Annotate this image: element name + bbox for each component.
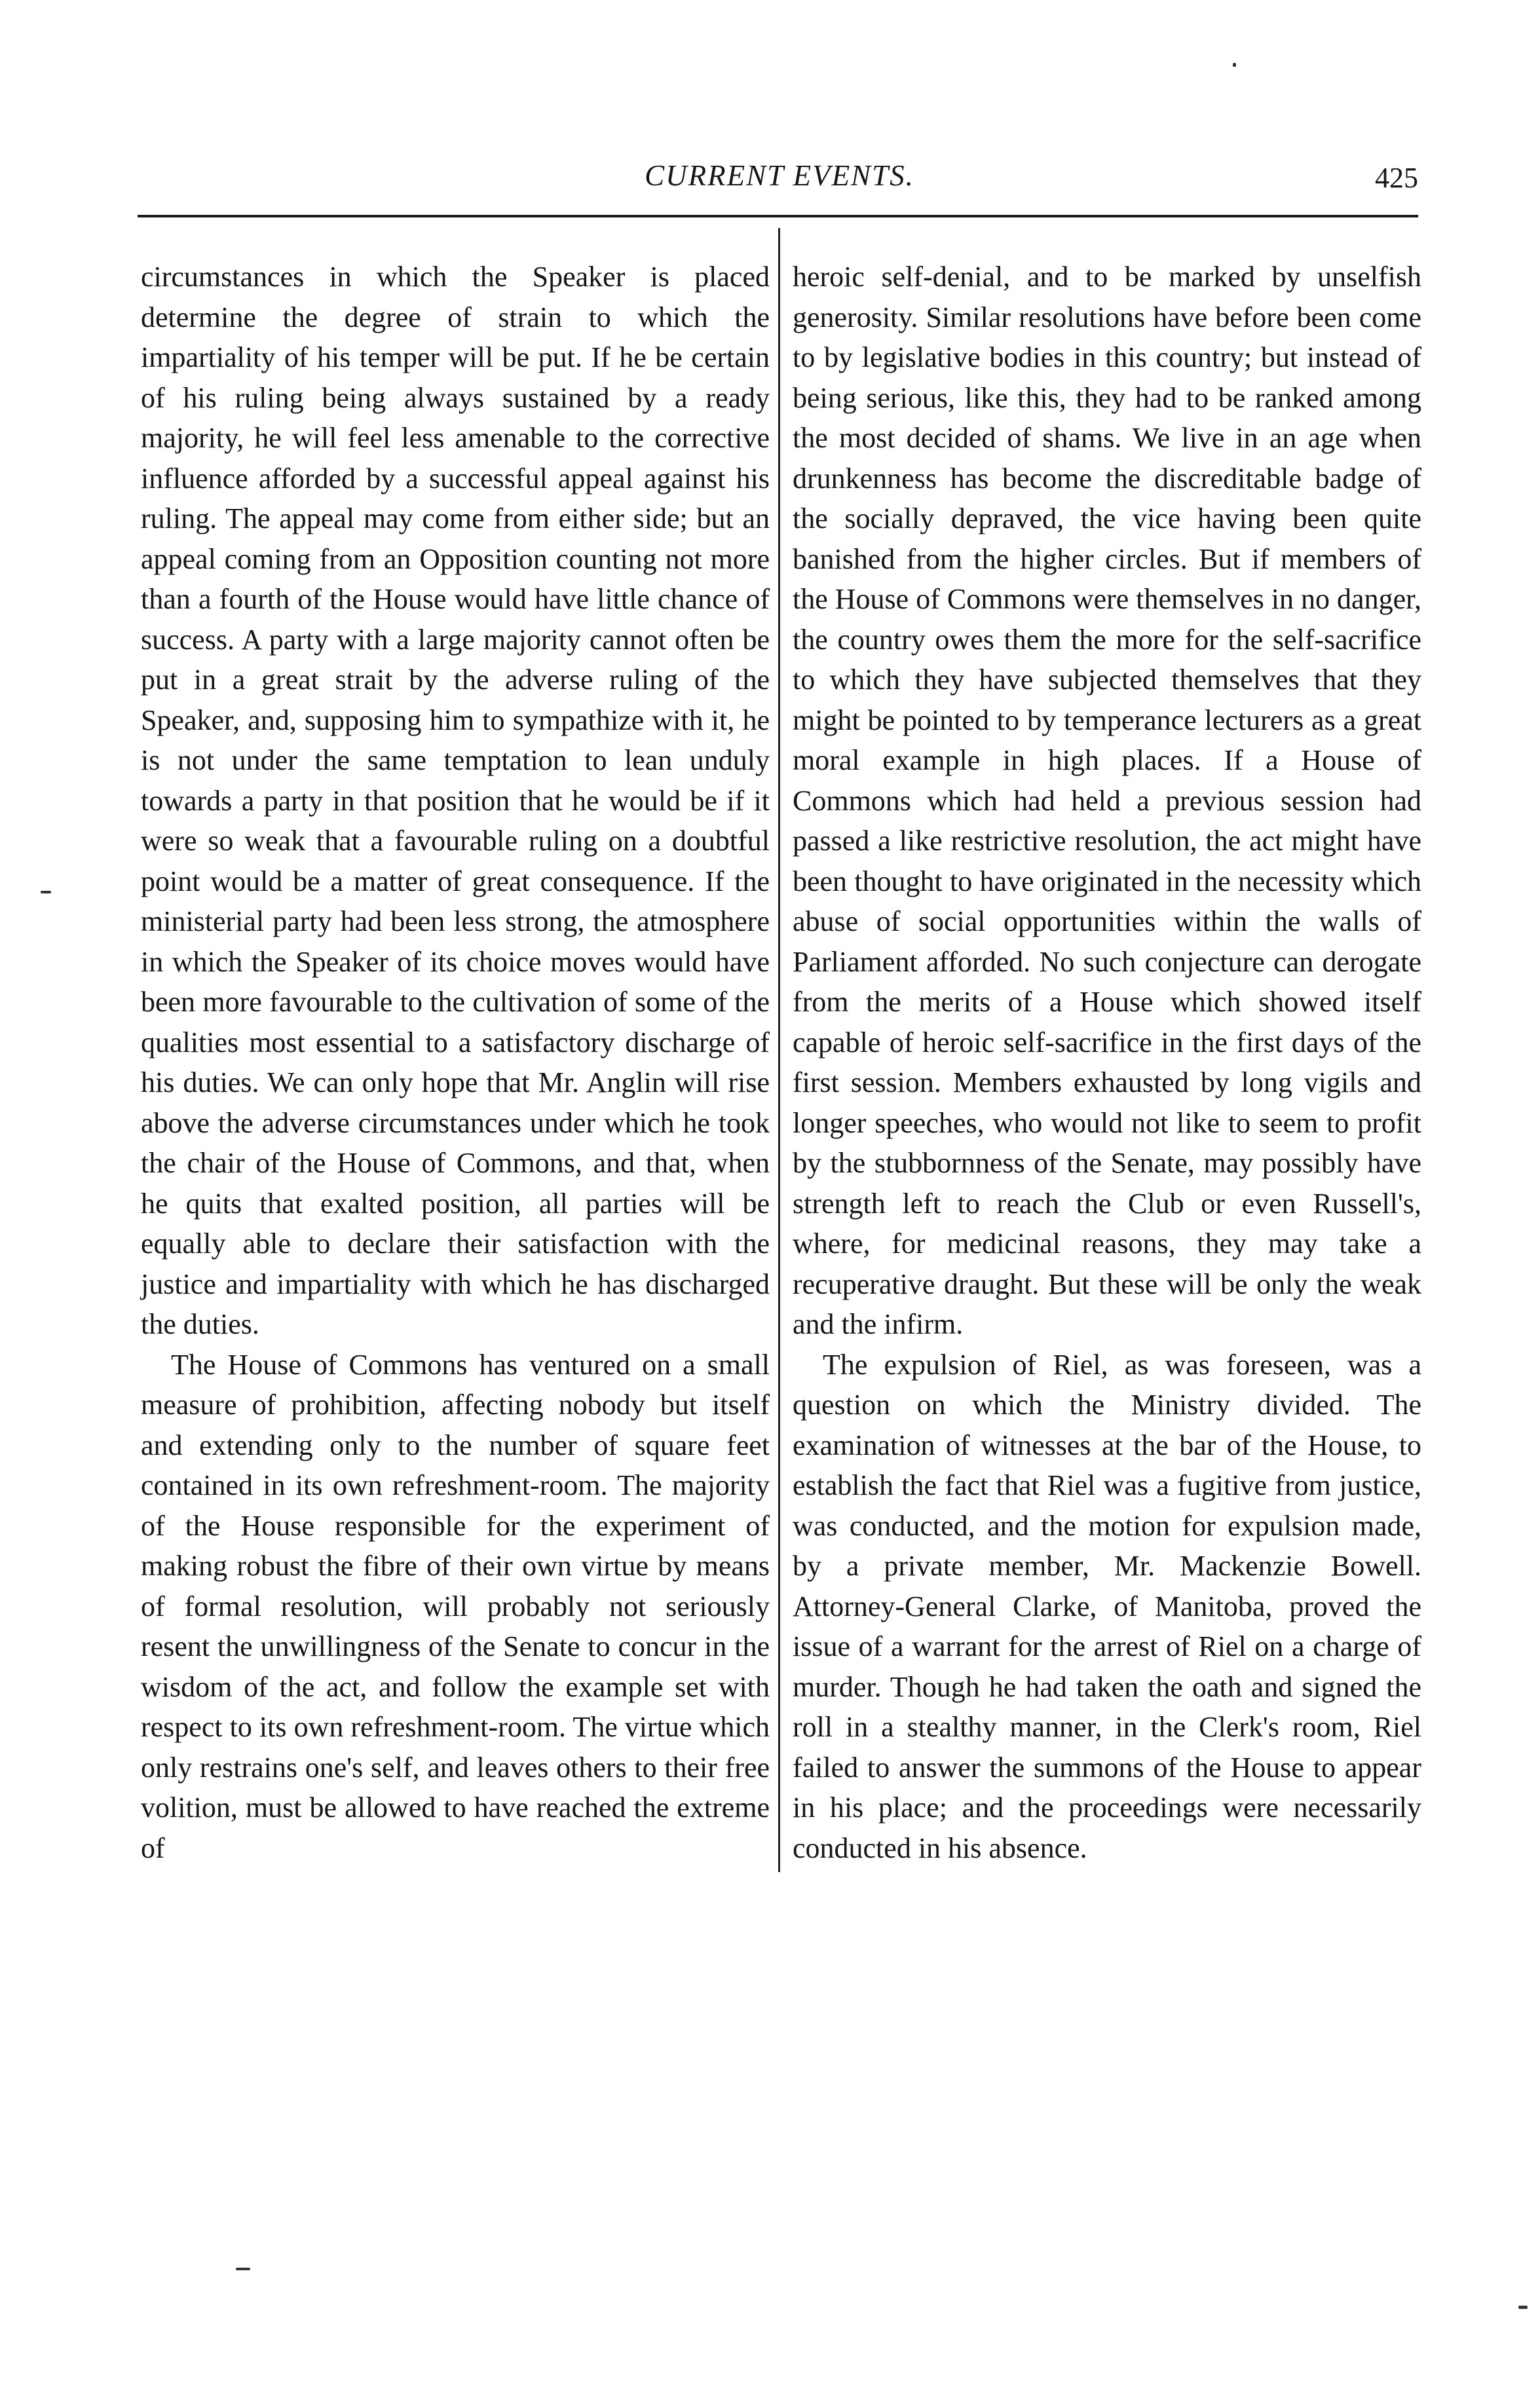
right-paragraph-2: The expulsion of Riel, as was foreseen, was a question on which the Ministry divided. The examination of witnesses at the bar of the House, to establish the fact that Riel was a fugitive from justice, was conducted, and the motion for expulsion made, by a private member, Mr. Mackenzie Bowell. Attorney-General Clarke, of Manitoba, proved the issue of a warrant for the arrest of Riel on a charge of murder. Though he had taken the oath and signed the roll in a stealthy manner, in the Clerk's room, Riel failed to answer the summons of the House to appear in his place; and the proceedings were necessarily conducted in his absence.	[793, 1348, 1421, 1864]
page-number: 425	[1375, 162, 1418, 194]
scan-speck	[1233, 63, 1236, 67]
right-column	[793, 257, 1421, 1868]
left-paragraph-1: circumstances in which the Speaker is placed determine the degree of strain to which the impartiality of his temper will be put. If he be certain of his ruling being always sustained by a ready majority, he will feel less amenable to the corrective influence afforded by a successful appeal against his ruling. The appeal may come from either side; but an appeal coming from an Opposition counting not more than a fourth of the House would have little chance of success. A party with a large majority cannot often be put in a great strait by the adverse ruling of the Speaker, and, supposing him to sympathize with it, he is not under the same temptation to lean unduly towards a party in that position that he would be if it were so weak that a favourable ruling on a doubtful point would be a matter of great consequence. If the ministerial party had been less strong, the atmosphere in which the Speaker of its choice moves would have been more favourable to the cultivation of some of the qualities most essential to a satisfactory discharge of his duties. We can only hope that Mr. Anglin will rise above the adverse circumstances under which he took the chair of the House of Commons, and that, when he quits that exalted position, all parties will be equally able to declare their satisfaction with the justice and impartiality with which he has discharged the duties.	[141, 261, 770, 1340]
scan-speck	[41, 891, 51, 893]
right-paragraph-1: heroic self-denial, and to be marked by unselfish generosity. Similar resolutions have before been come to by legislative bodies in this country; but instead of being serious, like this, they had to be ranked among the most decided of shams. We live in an age when drunkenness has become the discreditable badge of the socially depraved, the vice having been quite banished from the higher circles. But if members of the House of Commons were themselves in no danger, the country owes them the more for the self-sacrifice to which they have subjected themselves that they might be pointed to by temperance lecturers as a great moral example in high places. If a House of Commons which had held a previous session had passed a like restrictive resolution, the act might have been thought to have originated in the necessity which abuse of social opportunities within the walls of Parliament afforded. No such conjecture can derogate from the merits of a House which showed itself capable of heroic self-sacrifice in the first days of the first session. Members exhausted by long vigils and longer speeches, who would not like to seem to profit by the stubbornness of the Senate, may possibly have strength left to reach the Club or even Russell's, where, for medicinal reasons, they may take a recuperative draught. But these will be only the weak and the infirm.	[793, 261, 1421, 1340]
running-title: CURRENT EVENTS.	[645, 159, 914, 192]
scan-speck	[1518, 2306, 1528, 2309]
header-rule	[138, 215, 1418, 217]
left-paragraph-2: The House of Commons has ventured on a small measure of prohibition, affecting nobody but itself and extending only to the number of square feet contained in its own refreshment-room. The majority of the House responsible for the experiment of making robust the fibre of their own virtue by means of formal resolution, will probably not seriously resent the unwillingness of the Senate to concur in the wisdom of the act, and follow the example set with respect to its own refreshment-room. The virtue which only restrains one's self, and leaves others to their free volition, must be allowed to have reached the extreme of	[141, 1348, 770, 1864]
column-rule	[778, 228, 780, 1872]
scan-speck	[236, 2268, 250, 2270]
running-head	[141, 156, 1418, 202]
left-column	[141, 257, 770, 1868]
